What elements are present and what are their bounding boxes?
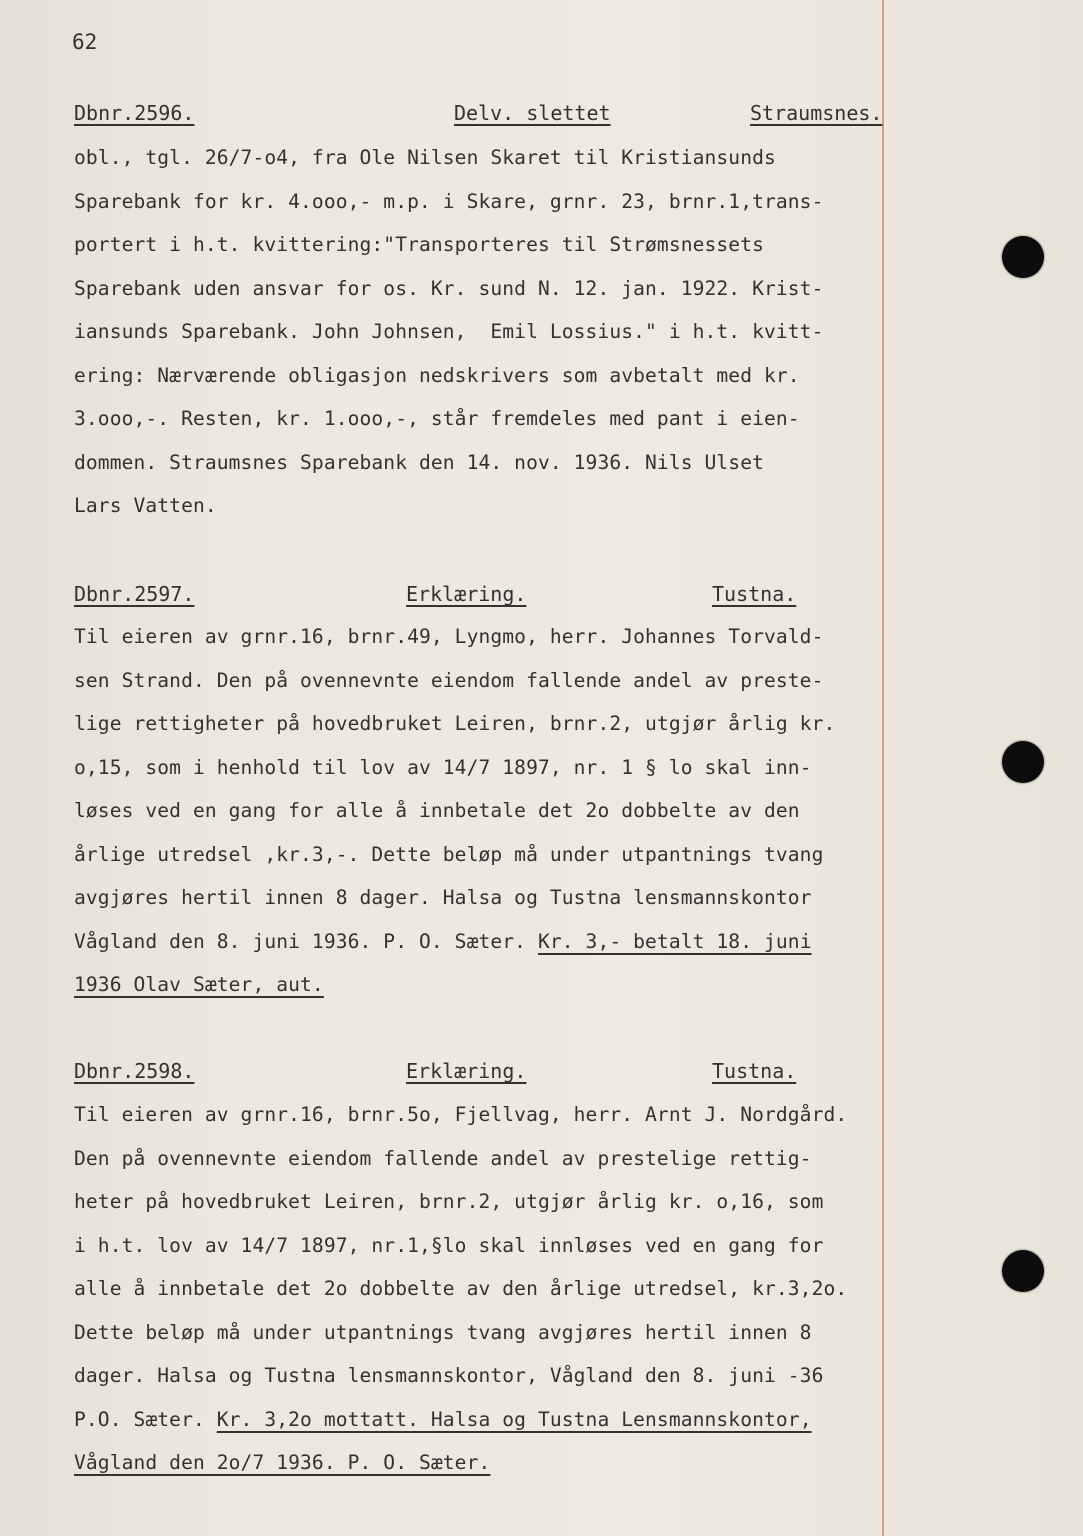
- text-line: årlige utredsel ,kr.3,-. Dette beløp må under utpantnings tvang: [74, 842, 824, 866]
- text-line: iansunds Sparebank. John Johnsen, Emil Lossius." i h.t. kvitt-: [74, 320, 824, 343]
- payment-note: Kr. 3,2o mottatt. Halsa og Tustna Lensmannskontor,: [216, 1407, 812, 1431]
- text-line: løses ved en gang for alle å innbetale det 2o dobbelte av den: [74, 799, 800, 822]
- line-text: Vågland den 8. juni 1936. P. O. Sæter.: [74, 929, 538, 953]
- text-line: heter på hovedbruket Leiren, brnr.2, utgjør årlig kr. o,16, som: [74, 1190, 824, 1213]
- text-line: Lars Vatten.: [74, 494, 217, 517]
- text-line: Sparebank uden ansvar for os. Kr. sund N. 12. jan. 1922. Krist-: [74, 276, 824, 300]
- entry-place: Straumsnes.: [750, 101, 883, 125]
- entry-place: Tustna.: [712, 582, 797, 606]
- text-line: Dette beløp må under utpantnings tvang avgjøres hertil innen 8: [74, 1320, 812, 1344]
- entry-header: [74, 1059, 894, 1091]
- binder-hole: [1002, 1250, 1044, 1292]
- entry-number: Dbnr.2596.: [74, 101, 195, 125]
- text-line: dommen. Straumsnes Sparebank den 14. nov. 1936. Nils Ulset: [74, 450, 764, 474]
- entry-body: [74, 1093, 894, 1485]
- binder-hole: [1002, 741, 1044, 783]
- text-line: [74, 1398, 894, 1442]
- text-line: lige rettigheter på hovedbruket Leiren, brnr.2, utgjør årlig kr.: [74, 712, 836, 735]
- payment-note: Vågland den 2o/7 1936. P. O. Sæter.: [74, 1451, 491, 1474]
- entry-body: [74, 136, 894, 528]
- text-line: Den på ovennevnte eiendom fallende andel av prestelige rettig-: [74, 1146, 812, 1170]
- text-line: Til eieren av grnr.16, brnr.49, Lyngmo, herr. Johannes Torvald-: [74, 625, 824, 648]
- text-line: o,15, som i henhold til lov av 14/7 1897, nr. 1 § lo skal inn-: [74, 755, 812, 779]
- text-line: alle å innbetale det 2o dobbelte av den årlige utredsel, kr.3,2o.: [74, 1277, 848, 1300]
- text-line: Til eieren av grnr.16, brnr.5o, Fjellvag, herr. Arnt J. Nordgård.: [74, 1103, 848, 1126]
- page-number: 62: [72, 30, 98, 54]
- text-line: 3.ooo,-. Resten, kr. 1.ooo,-, står fremdeles med pant i eien-: [74, 407, 800, 430]
- entry-header: [74, 582, 894, 614]
- text-line: [74, 1441, 894, 1485]
- text-line: obl., tgl. 26/7-o4, fra Ole Nilsen Skaret til Kristiansunds: [74, 146, 776, 169]
- text-line: avgjøres hertil innen 8 dager. Halsa og Tustna lensmannskontor: [74, 886, 812, 909]
- text-line: [74, 920, 894, 964]
- entry-type: Erklæring.: [406, 1059, 527, 1083]
- payment-note: Kr. 3,- betalt 18. juni: [537, 929, 812, 953]
- text-line: portert i h.t. kvittering:"Transporteres til Strømsnessets: [74, 233, 764, 256]
- text-line: [74, 963, 894, 1007]
- entry-body: [74, 615, 894, 1007]
- entry-number: Dbnr.2598.: [74, 1059, 195, 1083]
- binder-hole: [1002, 236, 1044, 278]
- payment-note: 1936 Olav Sæter, aut.: [74, 973, 324, 996]
- text-line: sen Strand. Den på ovennevnte eiendom fallende andel av preste-: [74, 668, 824, 692]
- text-line: Sparebank for kr. 4.ooo,- m.p. i Skare, grnr. 23, brnr.1,trans-: [74, 189, 824, 213]
- entry-type: Erklæring.: [406, 582, 527, 606]
- entry-number: Dbnr.2597.: [74, 582, 195, 606]
- text-line: dager. Halsa og Tustna lensmannskontor, Vågland den 8. juni -36: [74, 1364, 824, 1387]
- line-text: P.O. Sæter.: [74, 1407, 217, 1431]
- text-line: ering: Nærværende obligasjon nedskrivers som avbetalt med kr.: [74, 363, 800, 387]
- entry-type: Delv. slettet: [454, 101, 611, 125]
- entry-place: Tustna.: [712, 1059, 797, 1083]
- entry-header: [74, 101, 894, 133]
- text-line: i h.t. lov av 14/7 1897, nr.1,§lo skal innløses ved en gang for: [74, 1233, 824, 1257]
